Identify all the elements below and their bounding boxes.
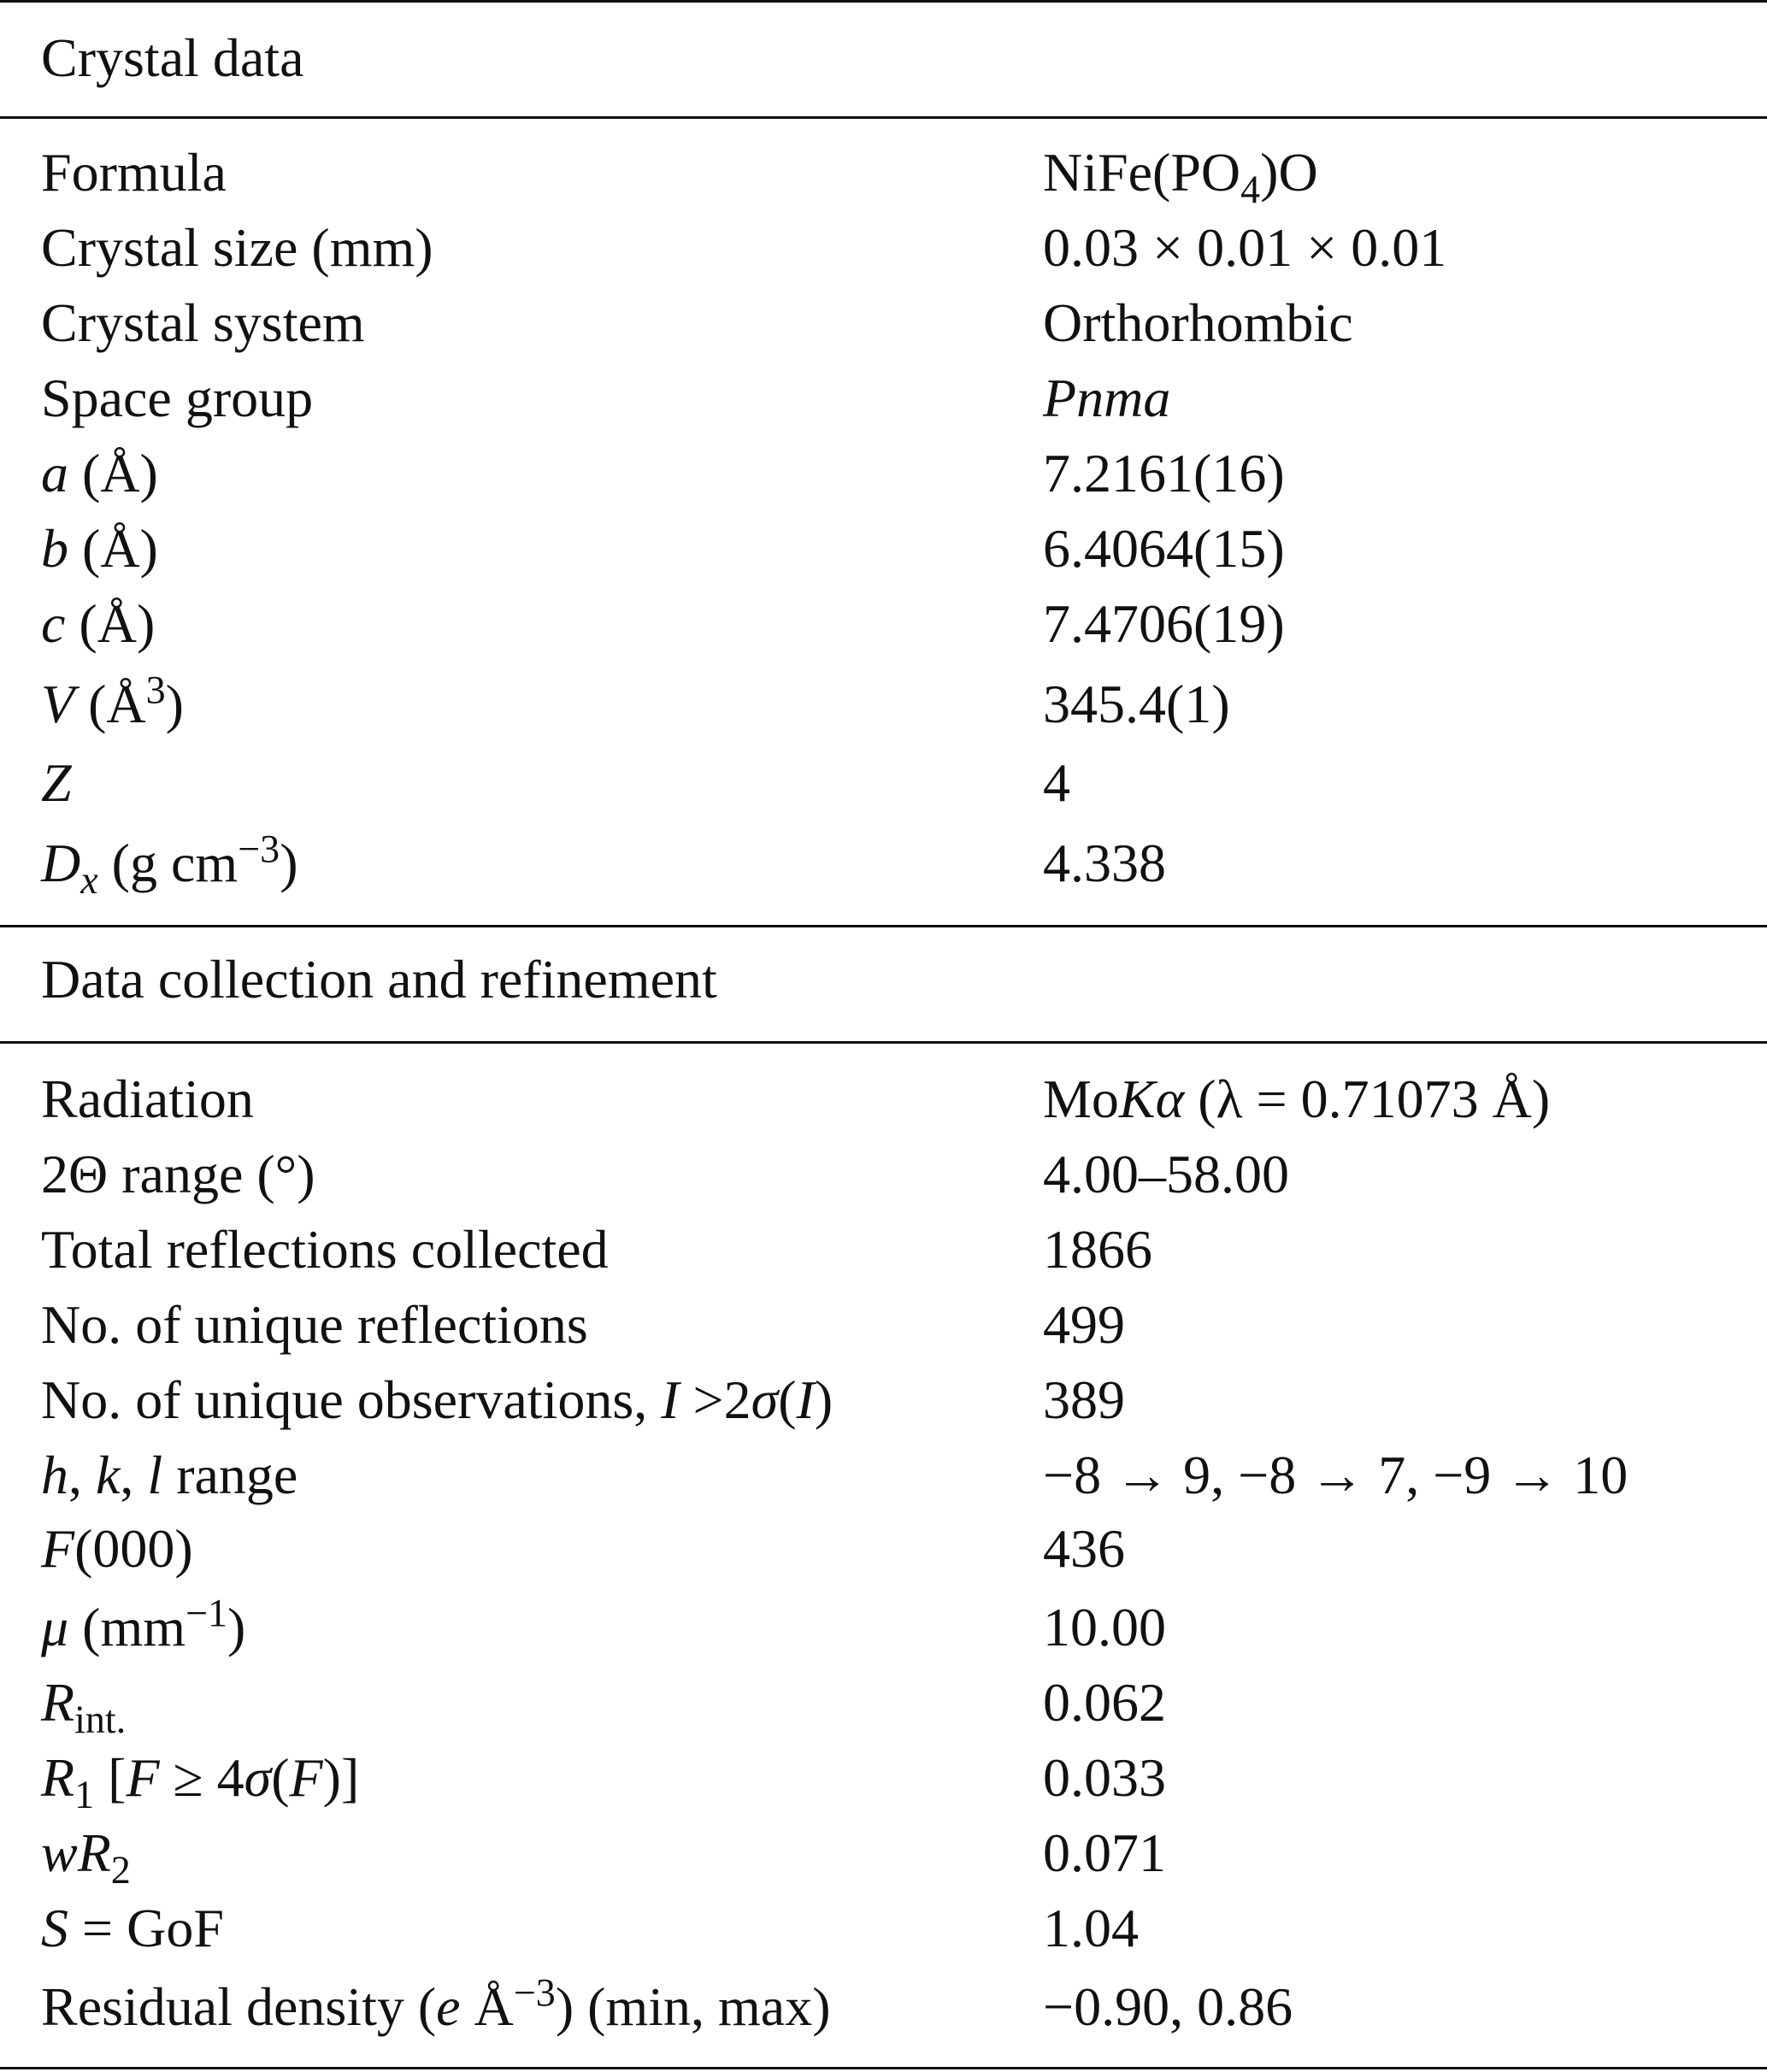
- param-value: 389: [1043, 1369, 1125, 1430]
- section-title-data-collection: Data collection and refinement: [41, 949, 717, 1010]
- param-label: Total reflections collected: [41, 1219, 609, 1280]
- param-value: 499: [1043, 1294, 1125, 1355]
- param-value: 0.033: [1043, 1747, 1166, 1808]
- param-value: 10.00: [1043, 1597, 1166, 1657]
- table-row-cell-b: [0, 511, 1767, 586]
- param-value: 6.4064(15): [1043, 518, 1285, 579]
- param-value: 4.00–58.00: [1043, 1144, 1289, 1204]
- param-value: Orthorhombic: [1043, 292, 1353, 353]
- table-row-residual-density: [0, 1969, 1767, 2045]
- param-label: Space group: [41, 368, 314, 428]
- param-label: F(000): [41, 1518, 193, 1579]
- table-row-cell-a: [0, 436, 1767, 511]
- param-label: h, k, l range: [41, 1445, 298, 1505]
- param-label: S = GoF: [41, 1898, 224, 1958]
- param-value: 7.4706(19): [1043, 593, 1285, 654]
- param-value: 1.04: [1043, 1898, 1139, 1958]
- param-label: 2Θ range (°): [41, 1144, 315, 1204]
- table-row-z: [0, 745, 1767, 821]
- param-label: c (Å): [41, 593, 156, 654]
- param-value: 0.03 × 0.01 × 0.01: [1043, 217, 1447, 278]
- param-label: $R_1$ [F ≥ 4σ(F)]: [41, 1747, 360, 1816]
- param-value: 0.071: [1043, 1822, 1166, 1883]
- table-row-wr2: [0, 1816, 1767, 1891]
- table-row-hkl-range: [0, 1438, 1767, 1513]
- param-label: a (Å): [41, 443, 158, 503]
- param-value: 4.338: [1043, 833, 1166, 893]
- param-value: −0.90, 0.86: [1043, 1976, 1293, 2037]
- table-row-space-group: [0, 361, 1767, 436]
- param-label: No. of unique observations, I >2σ(I): [41, 1369, 833, 1430]
- table-row-crystal-size: [0, 210, 1767, 285]
- param-label: No. of unique reflections: [41, 1294, 588, 1355]
- table-row-unique-observations: [0, 1363, 1767, 1438]
- table-bottom-rule: [0, 2067, 1767, 2069]
- table-row-total-reflections: [0, 1212, 1767, 1287]
- table-top-rule: [0, 0, 1767, 3]
- table-row-formula: [0, 135, 1767, 210]
- table-row-rint: [0, 1665, 1767, 1740]
- param-value: 7.2161(16): [1043, 443, 1285, 503]
- table-row-unique-reflections: [0, 1287, 1767, 1363]
- table-row-r1: [0, 1740, 1767, 1816]
- param-value: $NiFe(PO_4)O$: [1043, 142, 1318, 211]
- section-rule-data-collection: [0, 1041, 1767, 1044]
- param-label: $R_{int.}$: [41, 1672, 127, 1741]
- section-divider-rule: [0, 925, 1767, 927]
- param-value: 1866: [1043, 1219, 1152, 1280]
- table-row-cell-c: [0, 586, 1767, 662]
- param-value: 345.4(1): [1043, 674, 1230, 734]
- param-label: $wR_2$: [41, 1822, 131, 1892]
- table-row-f000: [0, 1511, 1767, 1586]
- table-row-density: [0, 826, 1767, 901]
- table-row-crystal-system: [0, 285, 1767, 361]
- param-label: b (Å): [41, 518, 158, 579]
- param-label: Residual density (e $Å^{-3}$) (min, max): [41, 1970, 831, 2037]
- table-row-radiation: [0, 1062, 1767, 1137]
- table-row-gof: [0, 1891, 1767, 1966]
- table-row-theta-range: [0, 1137, 1767, 1212]
- param-label: Formula: [41, 142, 227, 203]
- table-row-mu: [0, 1590, 1767, 1665]
- section-title-crystal-data: Crystal data: [41, 27, 304, 88]
- param-value: 4: [1043, 752, 1070, 813]
- param-label: Crystal system: [41, 292, 365, 353]
- param-value: MoKα (λ = 0.71073 Å): [1043, 1068, 1551, 1129]
- param-label: Crystal size (mm): [41, 217, 433, 278]
- param-label: Z: [41, 752, 72, 813]
- param-label: Radiation: [41, 1068, 254, 1129]
- param-label: $D_x$ (g $cm^{-3}$): [41, 827, 298, 902]
- param-value: 0.062: [1043, 1672, 1166, 1733]
- param-label: μ $(mm^{-1})$: [41, 1591, 246, 1657]
- section-rule-crystal-data: [0, 116, 1767, 119]
- table-row-volume: [0, 667, 1767, 742]
- param-value: 436: [1043, 1518, 1125, 1579]
- param-value: −8 → 9, −8 → 7, −9 → 10: [1043, 1445, 1629, 1505]
- param-label: V $(Å^3)$: [41, 668, 184, 734]
- param-value: Pnma: [1043, 368, 1171, 428]
